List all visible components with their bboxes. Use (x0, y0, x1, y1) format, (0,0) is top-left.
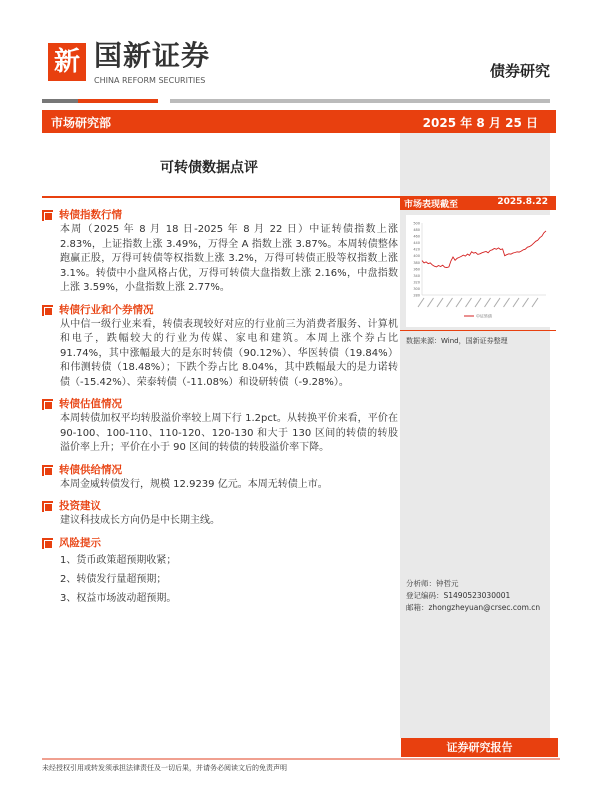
x-tick-mark (513, 298, 519, 307)
page-title: 可转债数据点评 (160, 160, 258, 176)
section-heading (42, 499, 398, 514)
registration-code: 登记编码：S1490523030001 (406, 591, 511, 600)
y-tick-label: 480 (413, 228, 420, 233)
section-body: 建议科技成长方向仍是中长期主线。 (60, 515, 220, 526)
x-tick-mark (437, 298, 443, 307)
section-body: 从中信一级行业来看，转债表现较好对应的行业前三为消费者服务、计算机和电子，跌幅较大的行业为传媒、家电和建筑。本周上涨个券占比 91.74%，其中涨幅最大的是东时转债（90.12%）、华医转债（19.84%）和伟测转债（18.48%）；下跌个券占比 8.04%，其中跌幅最大的是力诺转债（-15.42%）、荣泰转债（-11.08%）和设研转债（-9.28%）。 (60, 318, 398, 388)
x-tick-mark (418, 298, 424, 307)
risk-item: 3、权益市场波动超预期。 (60, 592, 177, 604)
logo-mark: 新 (48, 43, 86, 81)
y-tick-label: 360 (413, 267, 420, 272)
x-tick-mark (523, 298, 529, 307)
y-tick-label: 340 (413, 273, 420, 278)
x-tick-mark (494, 298, 500, 307)
x-tick-mark (447, 298, 453, 307)
brand-name: 国新证券 (94, 39, 211, 72)
divider (78, 99, 158, 103)
divider (42, 758, 560, 760)
heading-text: 转债供给情况 (59, 463, 122, 476)
y-tick-label: 380 (413, 260, 420, 265)
y-tick-label: 500 (413, 221, 420, 226)
section-heading (42, 208, 398, 223)
data-source: 数据来源：Wind，国新证券整理 (406, 337, 508, 345)
x-tick-mark (428, 298, 434, 307)
x-tick-mark (466, 298, 472, 307)
y-tick-label: 400 (413, 254, 420, 259)
section-body: 本周转债加权平均转股溢价率较上周下行 1.2pct。从转换平价来看，平价在 90-100、100-110、110-120、120-130 和大于 130 区间的转债的转股溢价率上升；平价在小于 90 区间的转债的转股溢价率下降。 (60, 413, 398, 453)
risk-item: 1、货币政策超预期收紧； (60, 554, 177, 566)
heading-text: 转债指数行情 (59, 209, 122, 221)
section-heading (42, 536, 398, 551)
footer-disclaimer: 未经授权引用或转发须承担法律责任及一切后果，并请务必阅读文后的免责声明 (42, 764, 287, 772)
y-tick-label: 440 (413, 241, 420, 246)
section-advice (42, 499, 398, 529)
brand-name-en: CHINA REFORM SECURITIES (94, 76, 206, 85)
y-tick-label: 420 (413, 247, 420, 252)
divider (170, 99, 550, 103)
x-tick-mark (532, 298, 538, 307)
section-supply (42, 463, 398, 493)
section-icon (42, 305, 53, 316)
section-heading (42, 397, 398, 412)
divider (42, 99, 78, 103)
x-tick-mark (475, 298, 481, 307)
analyst-name: 分析师：钟哲元 (406, 579, 459, 588)
heading-text: 风险提示 (59, 536, 101, 549)
heading-text: 转债估值情况 (59, 398, 122, 410)
x-tick-mark (485, 298, 491, 307)
document-type: 债券研究 (490, 62, 551, 80)
report-date: 2025 年 8 月 25 日 (422, 116, 538, 130)
top-banner (42, 110, 556, 133)
section-valuation (42, 397, 398, 456)
section-body: 本周（2025 年 8 月 18 日-2025 年 8 月 22 日）中证转债指数上涨 2.83%，上证指数上涨 3.49%，万得全 A 指数上涨 3.87%。本周转债整体跑赢正股，万得可转债等权指数上涨 3.2%，万得可转债正股等权指数上涨 3.1%。转债中小盘风格占优，万得可转债大盘指数上涨 2.16%，中盘指数上涨 3.59%，小盘指数上涨 2.77%。 (60, 224, 398, 293)
market-chart (406, 215, 552, 327)
section-icon (42, 538, 53, 549)
sidebar-header (400, 196, 556, 210)
series-line (422, 231, 546, 268)
y-tick-label: 280 (413, 293, 420, 298)
section-icon (42, 465, 53, 476)
report-label: 证券研究报告 (401, 738, 558, 757)
analyst-email[interactable]: 邮箱：zhongzheyuan@crsec.com.cn (406, 603, 541, 612)
legend-label: 中证转债 (476, 313, 492, 319)
section-industry (42, 303, 398, 391)
sidebar-header-label: 市场表现截至 (404, 200, 459, 210)
section-body: 本周金威转债发行，规模 12.9239 亿元。本周无转债上市。 (60, 478, 328, 490)
section-heading (42, 303, 398, 318)
sidebar-header-date: 2025.8.22 (497, 197, 548, 207)
section-icon (42, 399, 53, 410)
section-heading (42, 463, 398, 478)
chart-svg (406, 215, 552, 327)
x-tick-mark (504, 298, 510, 307)
heading-text: 转债行业和个券情况 (59, 303, 154, 316)
y-tick-label: 300 (413, 286, 420, 291)
section-icon (42, 501, 53, 512)
divider (400, 330, 556, 331)
section-risk (42, 536, 398, 608)
main-content (42, 208, 398, 615)
section-icon (42, 210, 53, 221)
divider (42, 196, 400, 198)
x-tick-mark (456, 298, 462, 307)
risk-item: 2、转债发行量超预期； (60, 573, 167, 585)
department: 市场研究部 (51, 116, 112, 130)
section-index-market (42, 208, 398, 296)
y-tick-label: 320 (413, 280, 420, 285)
y-tick-label: 460 (413, 234, 420, 239)
heading-text: 投资建议 (59, 500, 101, 512)
